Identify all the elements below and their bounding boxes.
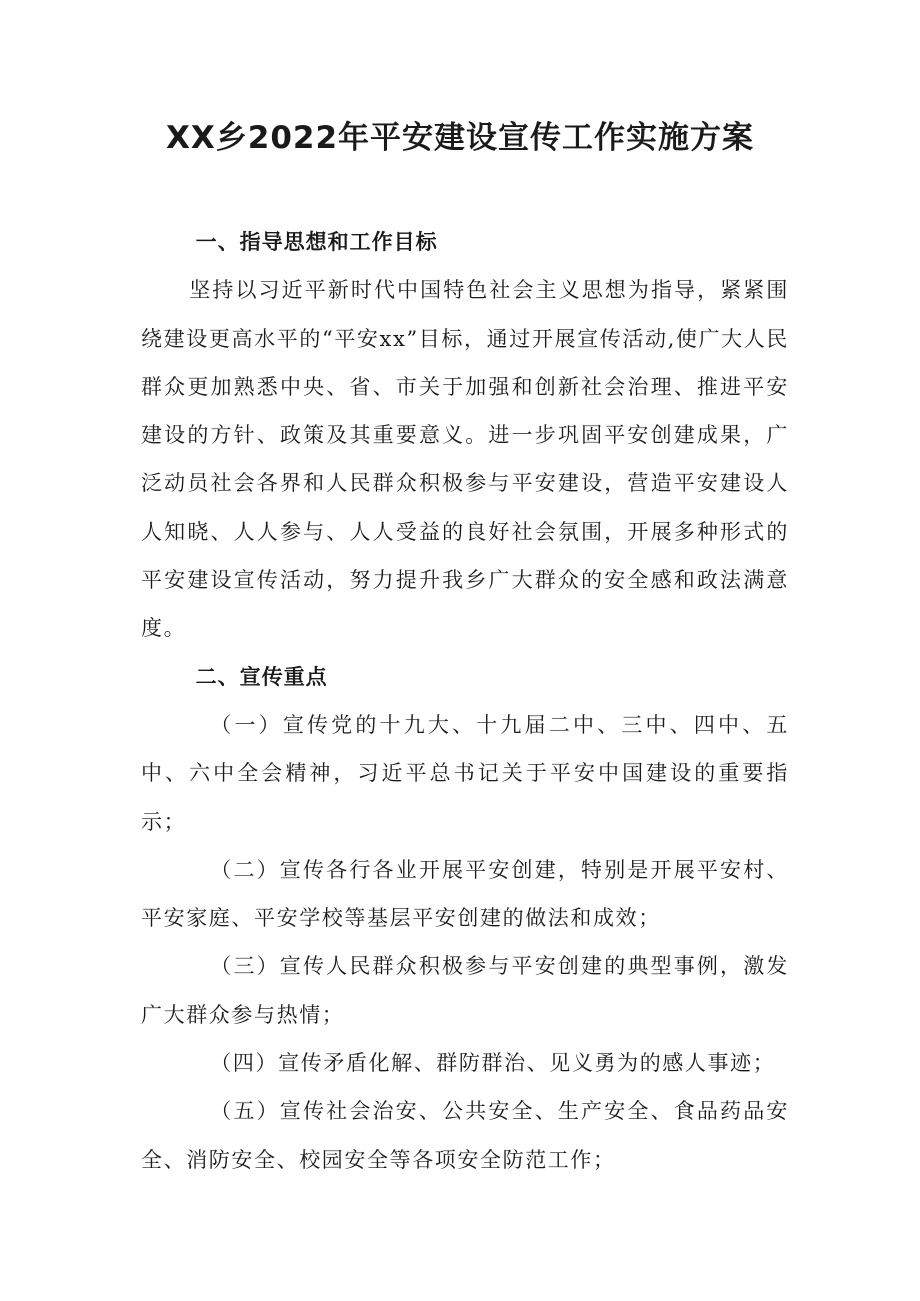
- focus-item-1: （一）宣传党的十九大、十九届二中、三中、四中、五中、六中全会精神，习近平总书记关于平安中国建设的重要指示；: [141, 712, 789, 834]
- document-body: [141, 218, 789, 1184]
- focus-item-5: （五）宣传社会治安、公共安全、生产安全、食品药品安全、消防安全、校园安全等各项安全防范工作；: [141, 1099, 789, 1172]
- focus-item-3: （三）宣传人民群众积极参与平安创建的典型事例，激发广大群众参与热情；: [141, 954, 789, 1027]
- focus-item-4: （四）宣传矛盾化解、群防群治、见义勇为的感人事迹；: [210, 1051, 776, 1076]
- section-heading-guiding-ideology: 一、指导思想和工作目标: [195, 230, 438, 254]
- document-title: XX乡2022年平安建设宣传工作实施方案: [165, 120, 755, 156]
- section-paragraph-guiding-ideology: 坚持以习近平新时代中国特色社会主义思想为指导，紧紧围绕建设更高水平的“平安xx”目标，通过开展宣传活动,使广大人民群众更加熟悉中央、省、市关于加强和创新社会治理、推进平安建设的方针、政策及其重要意义。进一步巩固平安创建成果，广泛动员社会各界和人民群众积极参与平安建设，营造平安建设人人知晓、人人参与、人人受益的良好社会氛围，开展多种形式的平安建设宣传活动，努力提升我乡广大群众的安全感和政法满意度。: [141, 278, 789, 641]
- section-heading-publicity-focus: 二、宣传重点: [195, 664, 328, 689]
- focus-item-2: （二）宣传各行各业开展平安创建，特别是开展平安村、平安家庭、平安学校等基层平安创建的做法和成效；: [141, 857, 789, 931]
